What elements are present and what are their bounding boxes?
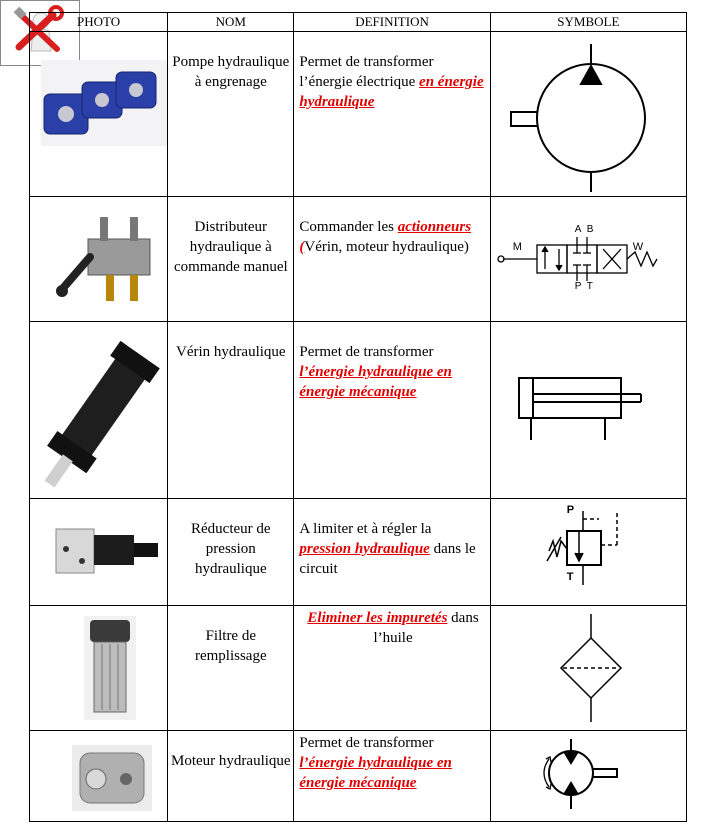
nom-cell: Pompe hydraulique à engrenage [168,32,294,197]
control-label-w: W [632,241,644,253]
definition-cell [294,197,490,322]
cylinder-symbol-icon [491,322,686,498]
header-definition: DEFINITION [294,13,490,32]
definition-cell [294,322,490,499]
pressure-reducer-symbol-icon [491,499,686,605]
photo-cell [30,731,168,822]
directional-valve-photo-icon [30,197,167,321]
table-row [30,731,687,822]
definition-text-after: dans le circuit [299,541,476,577]
port-label-p: P [566,504,575,516]
pressure-reducer-photo-icon [30,499,167,605]
nom-cell: Filtre de remplissage [168,606,294,731]
definition-cell [294,731,490,822]
motor-symbol-icon [491,731,686,821]
nom-cell: Distributeur hydraulique à commande manuel [168,197,294,322]
symbol-cell [490,322,686,499]
definition-highlight: l’énergie hydraulique en énergie mécanique [299,755,452,791]
symbol-cell [490,606,686,731]
table-row [30,606,687,731]
pump-symbol-icon [491,32,686,196]
port-label-a: A [574,224,582,235]
definition-text: Permet de transformer [299,735,434,751]
header-symbole: SYMBOLE [490,13,686,32]
directional-valve-symbol-icon [491,197,686,321]
header-row [30,13,687,32]
photo-cell [30,606,168,731]
nom-cell: Vérin hydraulique [168,322,294,499]
control-label-m: M [512,241,522,253]
definition-cell [294,606,490,731]
definition-highlight: l’énergie hydraulique en énergie mécanique [299,364,452,400]
table-row [30,322,687,499]
definition-text: A limiter et à régler la [299,521,432,537]
definition-text: Commander les [299,219,398,235]
hydraulic-cylinder-photo-icon [30,322,167,498]
table-row [30,499,687,606]
port-label-b: B [586,224,594,235]
photo-cell [30,32,168,197]
photo-cell [30,197,168,322]
header-photo: PHOTO [30,13,168,32]
definition-text-after: dans l’huile [373,610,479,646]
definition-cell [294,32,490,197]
table-row [30,197,687,322]
port-label-t: T [566,571,574,583]
definition-text: Permet de transformer l’énergie électrique [299,54,434,90]
symbol-cell [490,197,686,322]
filter-symbol-icon [491,606,686,730]
definition-highlight: pression hydraulique [299,541,430,557]
definition-text: Permet de transformer [299,344,434,360]
photo-cell [30,322,168,499]
symbol-cell [490,32,686,197]
definition-highlight: en énergie hydraulique [299,74,484,110]
symbol-cell [490,499,686,606]
hydraulic-motor-photo-icon [30,731,167,821]
port-label-t: T [586,281,593,292]
definition-text-after: Vérin, moteur hydraulique) [304,239,469,255]
components-table [29,12,687,822]
gear-pump-photo-icon [30,32,167,196]
nom-cell: Moteur hydraulique [168,731,294,822]
header-nom: NOM [168,13,294,32]
port-label-p: P [574,281,582,292]
symbol-cell [490,731,686,822]
photo-cell [30,499,168,606]
table-row [30,32,687,197]
filler-filter-photo-icon [30,606,167,730]
definition-highlight: Eliminer les impuretés [307,610,448,626]
nom-cell: Réducteur de pression hydraulique [168,499,294,606]
definition-highlight: actionneurs ( [299,219,472,255]
definition-cell [294,499,490,606]
